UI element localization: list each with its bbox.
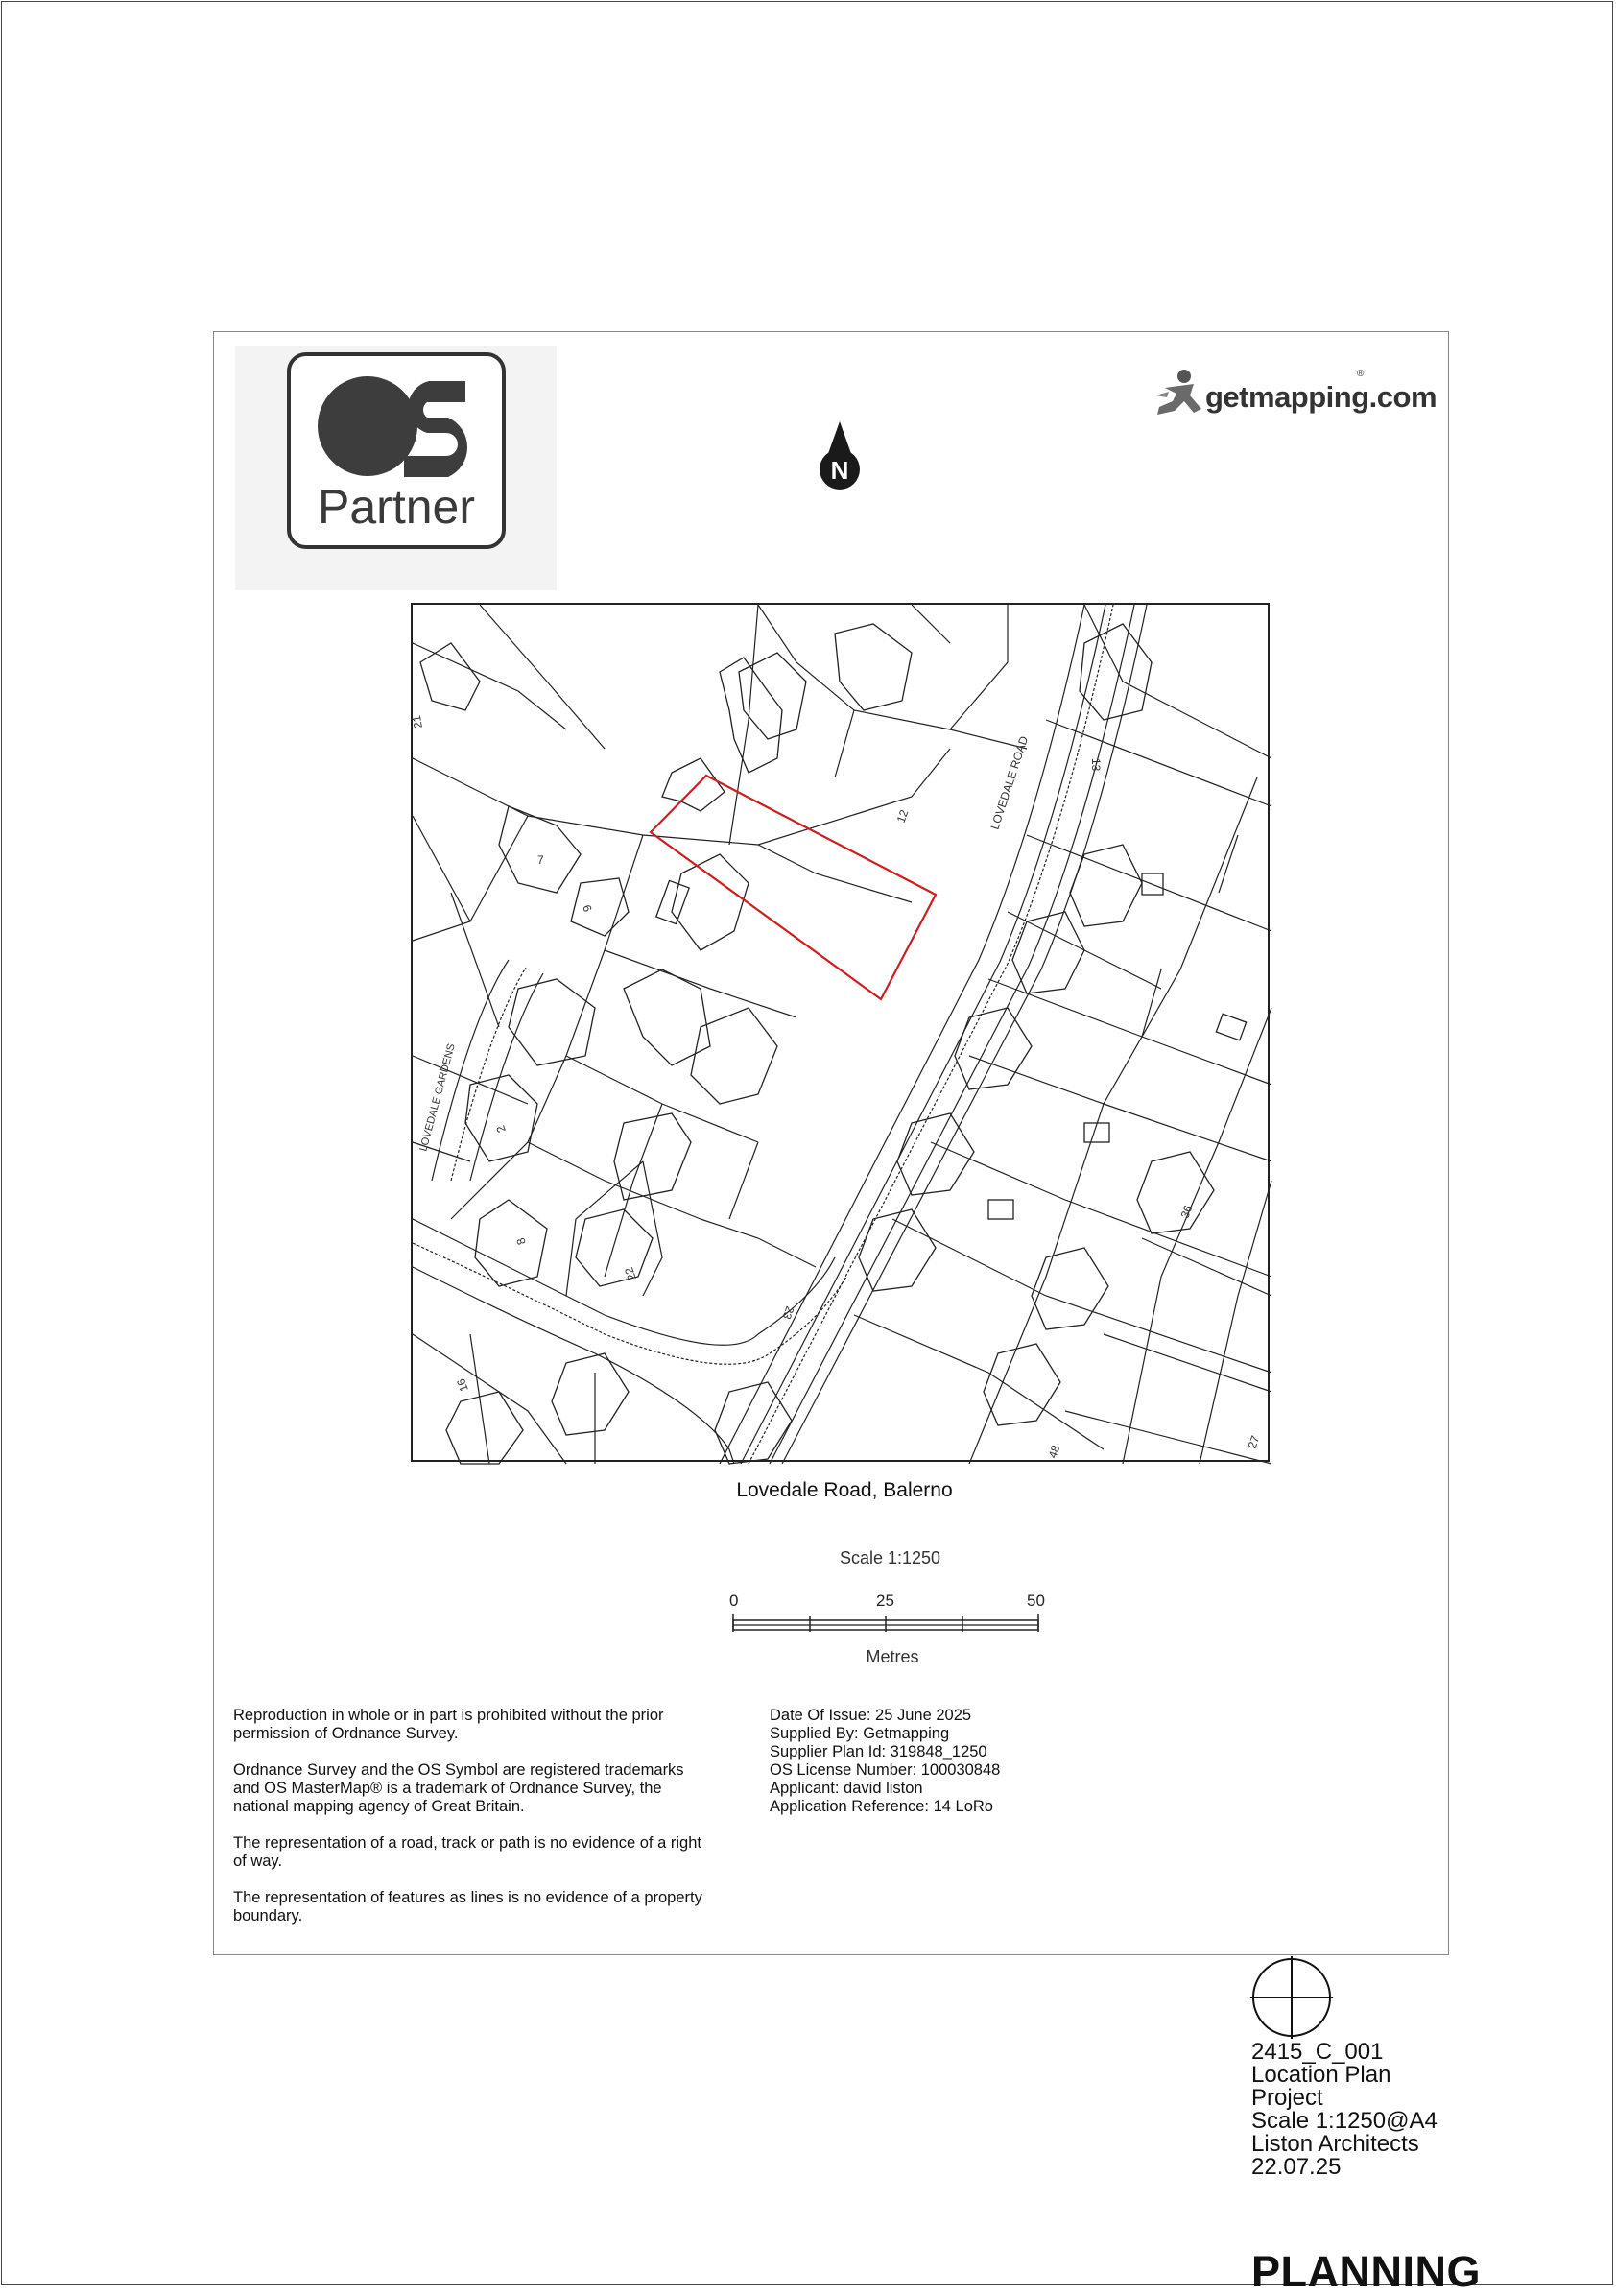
house-number: 9 xyxy=(580,902,595,914)
drawing-title: Location Plan xyxy=(1251,2062,1391,2088)
note-trademarks: Ordnance Survey and the OS Symbol are registered trademarks and OS MasterMap® is a trademark of Ordnance Survey, the national mapping agency of Great Britain. xyxy=(233,1761,684,1815)
north-arrow xyxy=(818,419,862,499)
note-reproduction: Reproduction in whole or in part is prohibited without the prior permission of Ordnance Survey. xyxy=(233,1707,664,1742)
north-arrow-letter: N xyxy=(830,456,849,485)
getmapping-wordmark: getmapping.com xyxy=(1205,380,1438,414)
os-partner-label: Partner xyxy=(318,480,475,534)
title-block xyxy=(1251,2041,1539,2179)
crosshair-circle-icon xyxy=(1250,1956,1333,2039)
status-stamp: PLANNING xyxy=(1251,2247,1481,2296)
drawing-date: 22.07.25 xyxy=(1251,2154,1342,2180)
house-number: 48 xyxy=(1045,1443,1063,1461)
scale-tick-25: 25 xyxy=(876,1591,894,1610)
house-number: 8 xyxy=(513,1235,529,1247)
scale-label: Scale 1:1250 xyxy=(839,1548,941,1567)
note-property-boundary: The representation of features as lines is no evidence of a property boundary. xyxy=(233,1889,702,1925)
lovedale-road-edge-west xyxy=(720,605,1084,1464)
house-number: 2 xyxy=(493,1123,509,1135)
supplier-plan-id: Supplier Plan Id: 319848_1250 xyxy=(770,1743,987,1760)
os-symbol-icon xyxy=(312,373,485,479)
house-number: 13 xyxy=(1089,758,1103,772)
drawing-number: 2415_C_001 xyxy=(1251,2039,1384,2065)
house-number: 21 xyxy=(409,714,425,729)
road-label-lovedale-gardens: LOVEDALE GARDENS xyxy=(417,1042,458,1153)
house-number: 36 xyxy=(1177,1203,1196,1221)
scale-bar xyxy=(729,1613,1046,1642)
scale-units: Metres xyxy=(866,1647,919,1666)
supplied-by: Supplied By: Getmapping xyxy=(770,1725,950,1742)
application-reference: Application Reference: 14 LoRo xyxy=(770,1798,993,1815)
house-number: 12 xyxy=(893,807,912,825)
scale-tick-0: 0 xyxy=(729,1591,739,1610)
os-mastermap-drawing xyxy=(409,605,1271,1464)
copyright-notes xyxy=(233,1707,713,1944)
scale-tick-50: 50 xyxy=(1027,1591,1045,1610)
house-number: 23 xyxy=(779,1303,797,1322)
drawing-scale: Scale 1:1250@A4 xyxy=(1251,2108,1438,2134)
house-number: 16 xyxy=(454,1376,471,1394)
os-license-number: OS License Number: 100030848 xyxy=(770,1761,1001,1779)
getmapping-registered-mark: ® xyxy=(1357,369,1365,379)
scale-bar-graphic xyxy=(729,1613,1046,1638)
north-arrow-icon xyxy=(818,419,862,494)
project-label: Project xyxy=(1251,2085,1323,2111)
note-right-of-way: The representation of a road, track or path is no evidence of a right of way. xyxy=(233,1834,701,1870)
site-location-map xyxy=(411,603,1270,1462)
house-number: 7 xyxy=(537,853,544,867)
getmapping-figure-icon xyxy=(1152,367,1205,420)
architect-name: Liston Architects xyxy=(1251,2131,1419,2157)
house-number: 22 xyxy=(622,1265,639,1282)
projection-symbol xyxy=(1250,1956,1333,2044)
road-label-lovedale-road: LOVEDALE ROAD xyxy=(987,734,1032,831)
house-number: 27 xyxy=(1245,1433,1263,1451)
applicant: Applicant: david liston xyxy=(770,1780,923,1797)
plan-metadata xyxy=(770,1707,1086,1816)
site-boundary xyxy=(651,776,936,999)
map-title: Lovedale Road, Balerno xyxy=(736,1479,953,1501)
os-partner-logo xyxy=(287,352,506,549)
lovedale-road-edge-east xyxy=(770,605,1134,1464)
date-of-issue: Date Of Issue: 25 June 2025 xyxy=(770,1707,972,1724)
